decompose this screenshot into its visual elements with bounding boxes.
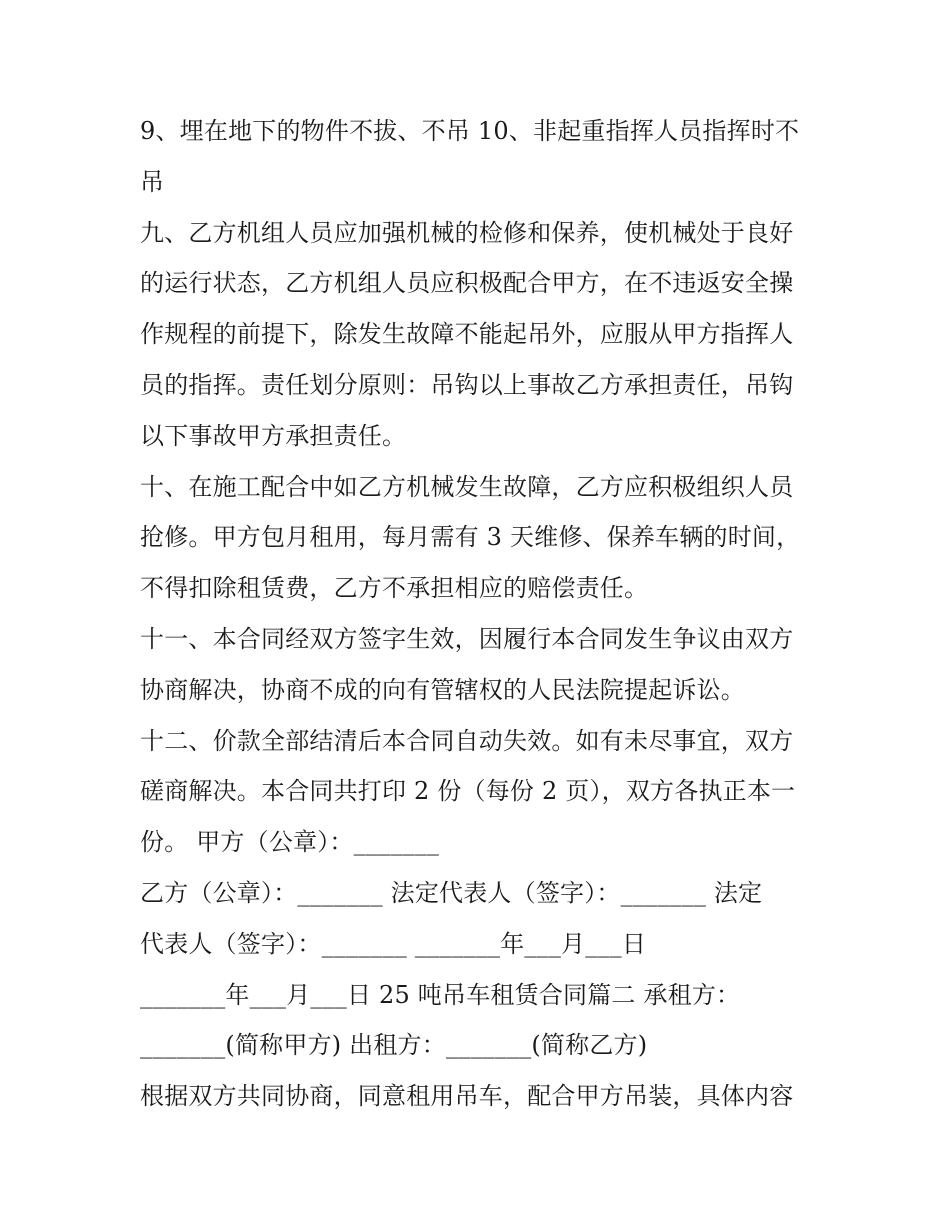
text-line: _______(简称甲方) 出租方：_______(简称乙方) (140, 1031, 648, 1060)
text-line: 作规程的前提下，除发生故障不能起吊外，应服从甲方指挥人 (140, 320, 794, 349)
text-line: _______年___月___日 25 吨吊车租赁合同篇二 承租方： (140, 980, 741, 1009)
text-line: 乙方（公章）：_______ 法定代表人（签字）：_______ 法定 (140, 878, 763, 907)
text-line: 十、在施工配合中如乙方机械发生故障，乙方应积极组织人员 (140, 472, 794, 501)
text-line: 磋商解决。本合同共打印 2 份（每份 2 页），双方各执正本一 (140, 777, 796, 806)
text-line: 份。 甲方（公章）：_______ (140, 828, 440, 857)
text-line: 代表人（签字）：_______ _______年___月___日 (140, 929, 647, 958)
text-line: 协商解决，协商不成的向有管辖权的人民法院提起诉讼。 (140, 675, 745, 704)
text-line: 员的指挥。责任划分原则：吊钩以上事故乙方承担责任，吊钩 (140, 370, 794, 399)
text-line: 十一、本合同经双方签字生效，因履行本合同发生争议由双方 (140, 624, 794, 653)
text-line: 的运行状态，乙方机组人员应积极配合甲方，在不违返安全操 (140, 269, 794, 298)
text-line: 以下事故甲方承担责任。 (140, 421, 407, 450)
text-line: 九、乙方机组人员应加强机械的检修和保养，使机械处于良好 (140, 218, 794, 247)
text-line: 十二、价款全部结清后本合同自动失效。如有未尽事宜，双方 (140, 726, 794, 755)
text-line: 不得扣除租赁费，乙方不承担相应的赔偿责任。 (140, 574, 649, 603)
text-line: 9、埋在地下的物件不拔、不吊 10、非起重指挥人员指挥时不 (140, 117, 800, 145)
contract-text (140, 106, 820, 1122)
text-line: 根据双方共同协商，同意租用吊车，配合甲方吊装，具体内容 (140, 1082, 794, 1111)
text-line: 抢修。甲方包月租用，每月需有 3 天维修、保养车辆的时间， (140, 523, 801, 552)
text-line: 吊 (140, 167, 165, 196)
